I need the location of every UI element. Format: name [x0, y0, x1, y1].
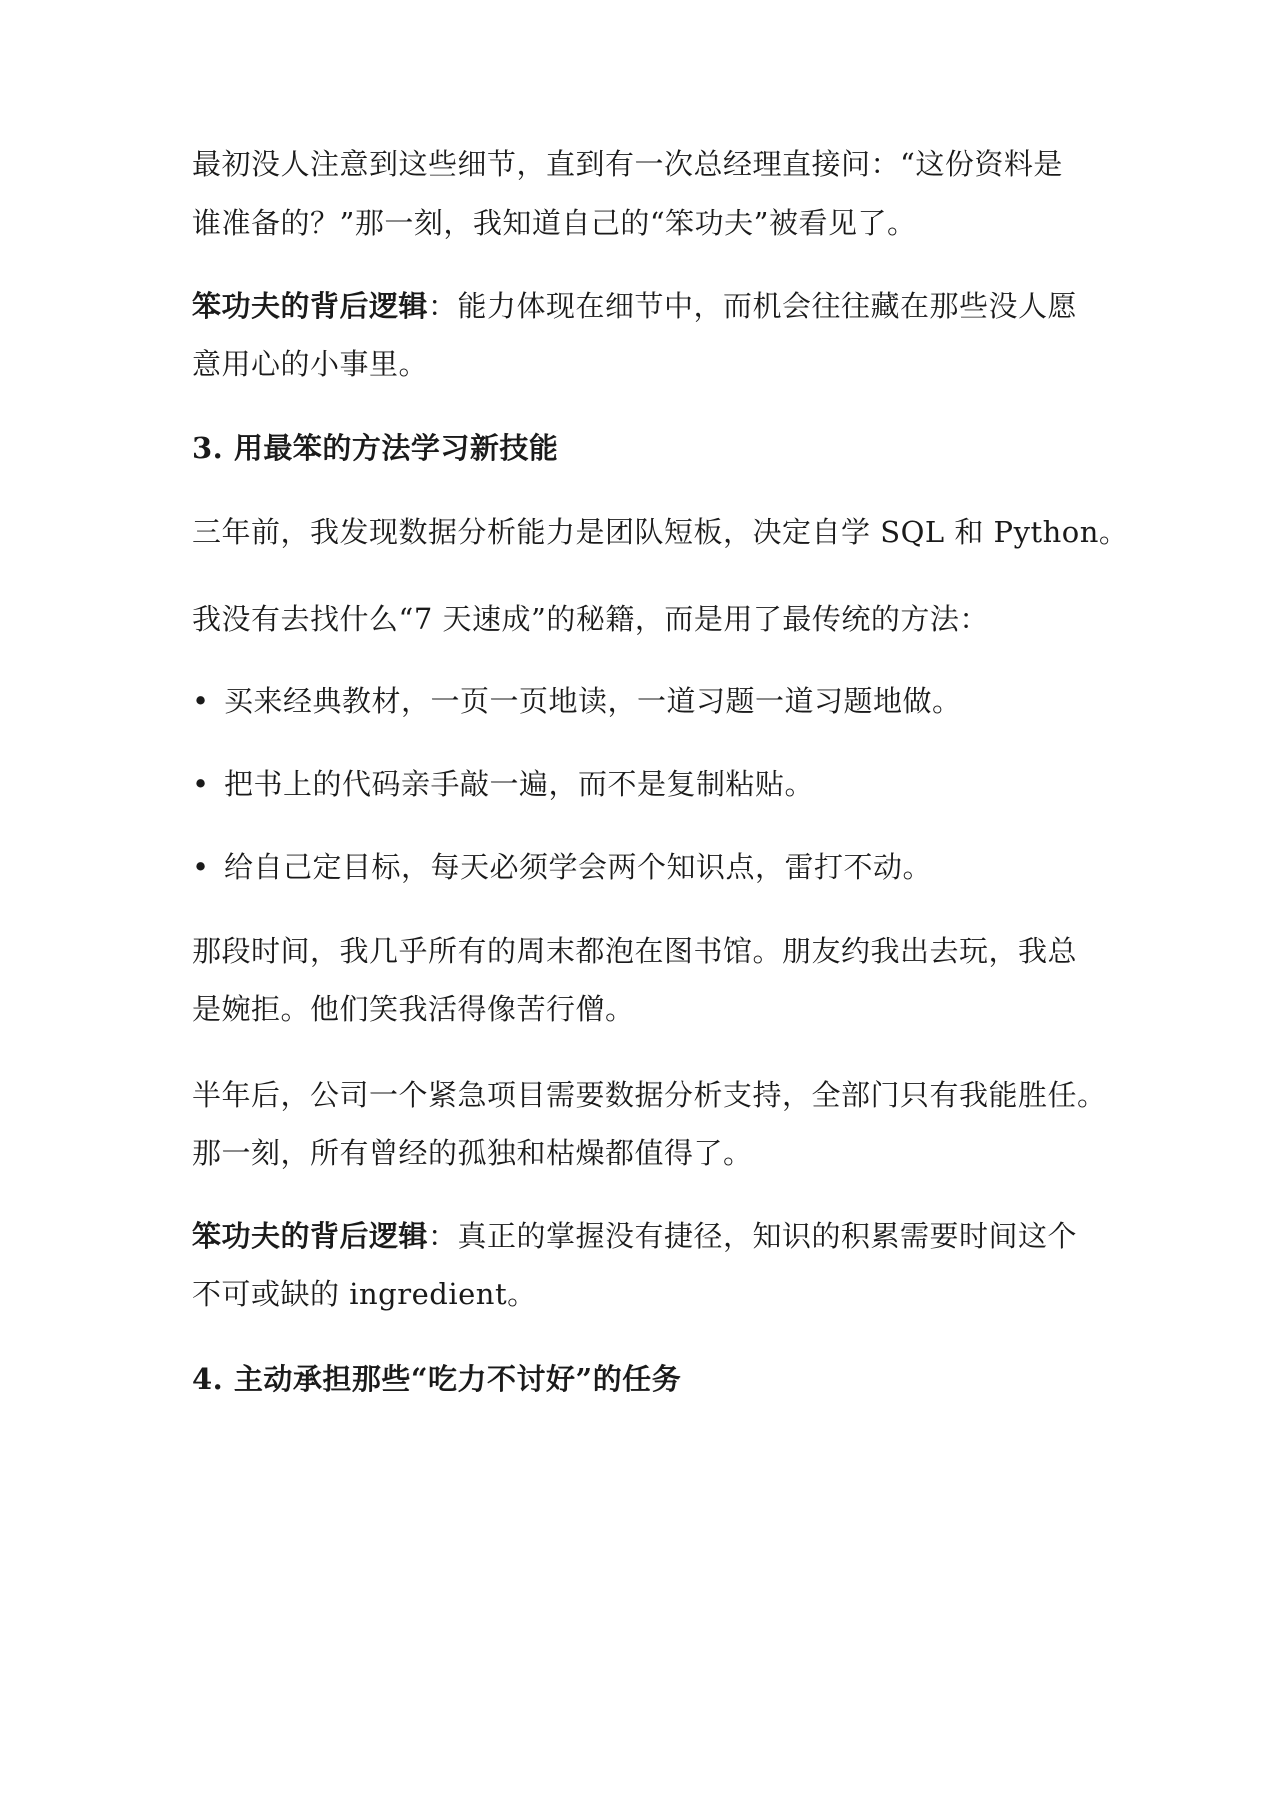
paragraph-text: 那段时间，我几乎所有的周末都泡在图书馆。朋友约我出去玩，我总 [192, 934, 1078, 968]
paragraph-line [192, 933, 1077, 969]
list-item [192, 683, 962, 719]
section-heading [192, 1361, 681, 1397]
heading-text: 3. 用最笨的方法学习新技能 [192, 431, 559, 465]
list-item-text: 把书上的代码亲手敲一遍，而不是复制粘贴。 [224, 767, 815, 801]
paragraph-line [192, 601, 989, 637]
logic-label: 笨功夫的背后逻辑 [192, 1219, 429, 1253]
paragraph-line [192, 991, 635, 1027]
paragraph-text: ：真正的掌握没有捷径，知识的积累需要时间这个 [428, 1219, 1078, 1253]
paragraph-text: 半年后，公司一个紧急项目需要数据分析支持，全部门只有我能胜任。 [192, 1078, 1107, 1112]
paragraph-line [192, 146, 1063, 182]
logic-paragraph-line [192, 1218, 1077, 1254]
paragraph-text: 三年前，我发现数据分析能力是团队短板，决定自学 SQL 和 Python。 [192, 515, 1129, 549]
paragraph-text: 最初没人注意到这些细节，直到有一次总经理直接问：“这份资料是 [192, 147, 1063, 181]
paragraph-text: 那一刻，所有曾经的孤独和枯燥都值得了。 [192, 1136, 753, 1170]
bullet-icon: • [192, 767, 210, 801]
paragraph-line [192, 346, 428, 382]
paragraph-text: ：能力体现在细节中，而机会往往藏在那些没人愿 [428, 289, 1078, 323]
logic-label: 笨功夫的背后逻辑 [192, 289, 429, 323]
bullet-icon: • [192, 850, 210, 884]
heading-text: 4. 主动承担那些“吃力不讨好”的任务 [192, 1362, 682, 1396]
bullet-icon: • [192, 684, 210, 718]
paragraph-text: 不可或缺的 ingredient。 [192, 1277, 537, 1311]
list-item-text: 买来经典教材，一页一页地读，一道习题一道习题地做。 [224, 684, 962, 718]
list-item [192, 766, 814, 802]
paragraph-text: 是婉拒。他们笑我活得像苦行僧。 [192, 992, 635, 1026]
paragraph-line [192, 514, 1128, 550]
paragraph-text: 谁准备的？”那一刻，我知道自己的“笨功夫”被看见了。 [192, 206, 917, 240]
paragraph-line [192, 1135, 753, 1171]
paragraph-text: 我没有去找什么“7 天速成”的秘籍，而是用了最传统的方法： [192, 602, 989, 636]
list-item [192, 849, 932, 885]
list-item-text: 给自己定目标，每天必须学会两个知识点，雷打不动。 [224, 850, 933, 884]
paragraph-line [192, 205, 916, 241]
logic-paragraph-line [192, 288, 1077, 324]
paragraph-line [192, 1077, 1107, 1113]
paragraph-line [192, 1276, 537, 1312]
paragraph-text: 意用心的小事里。 [192, 347, 429, 381]
section-heading [192, 430, 558, 466]
